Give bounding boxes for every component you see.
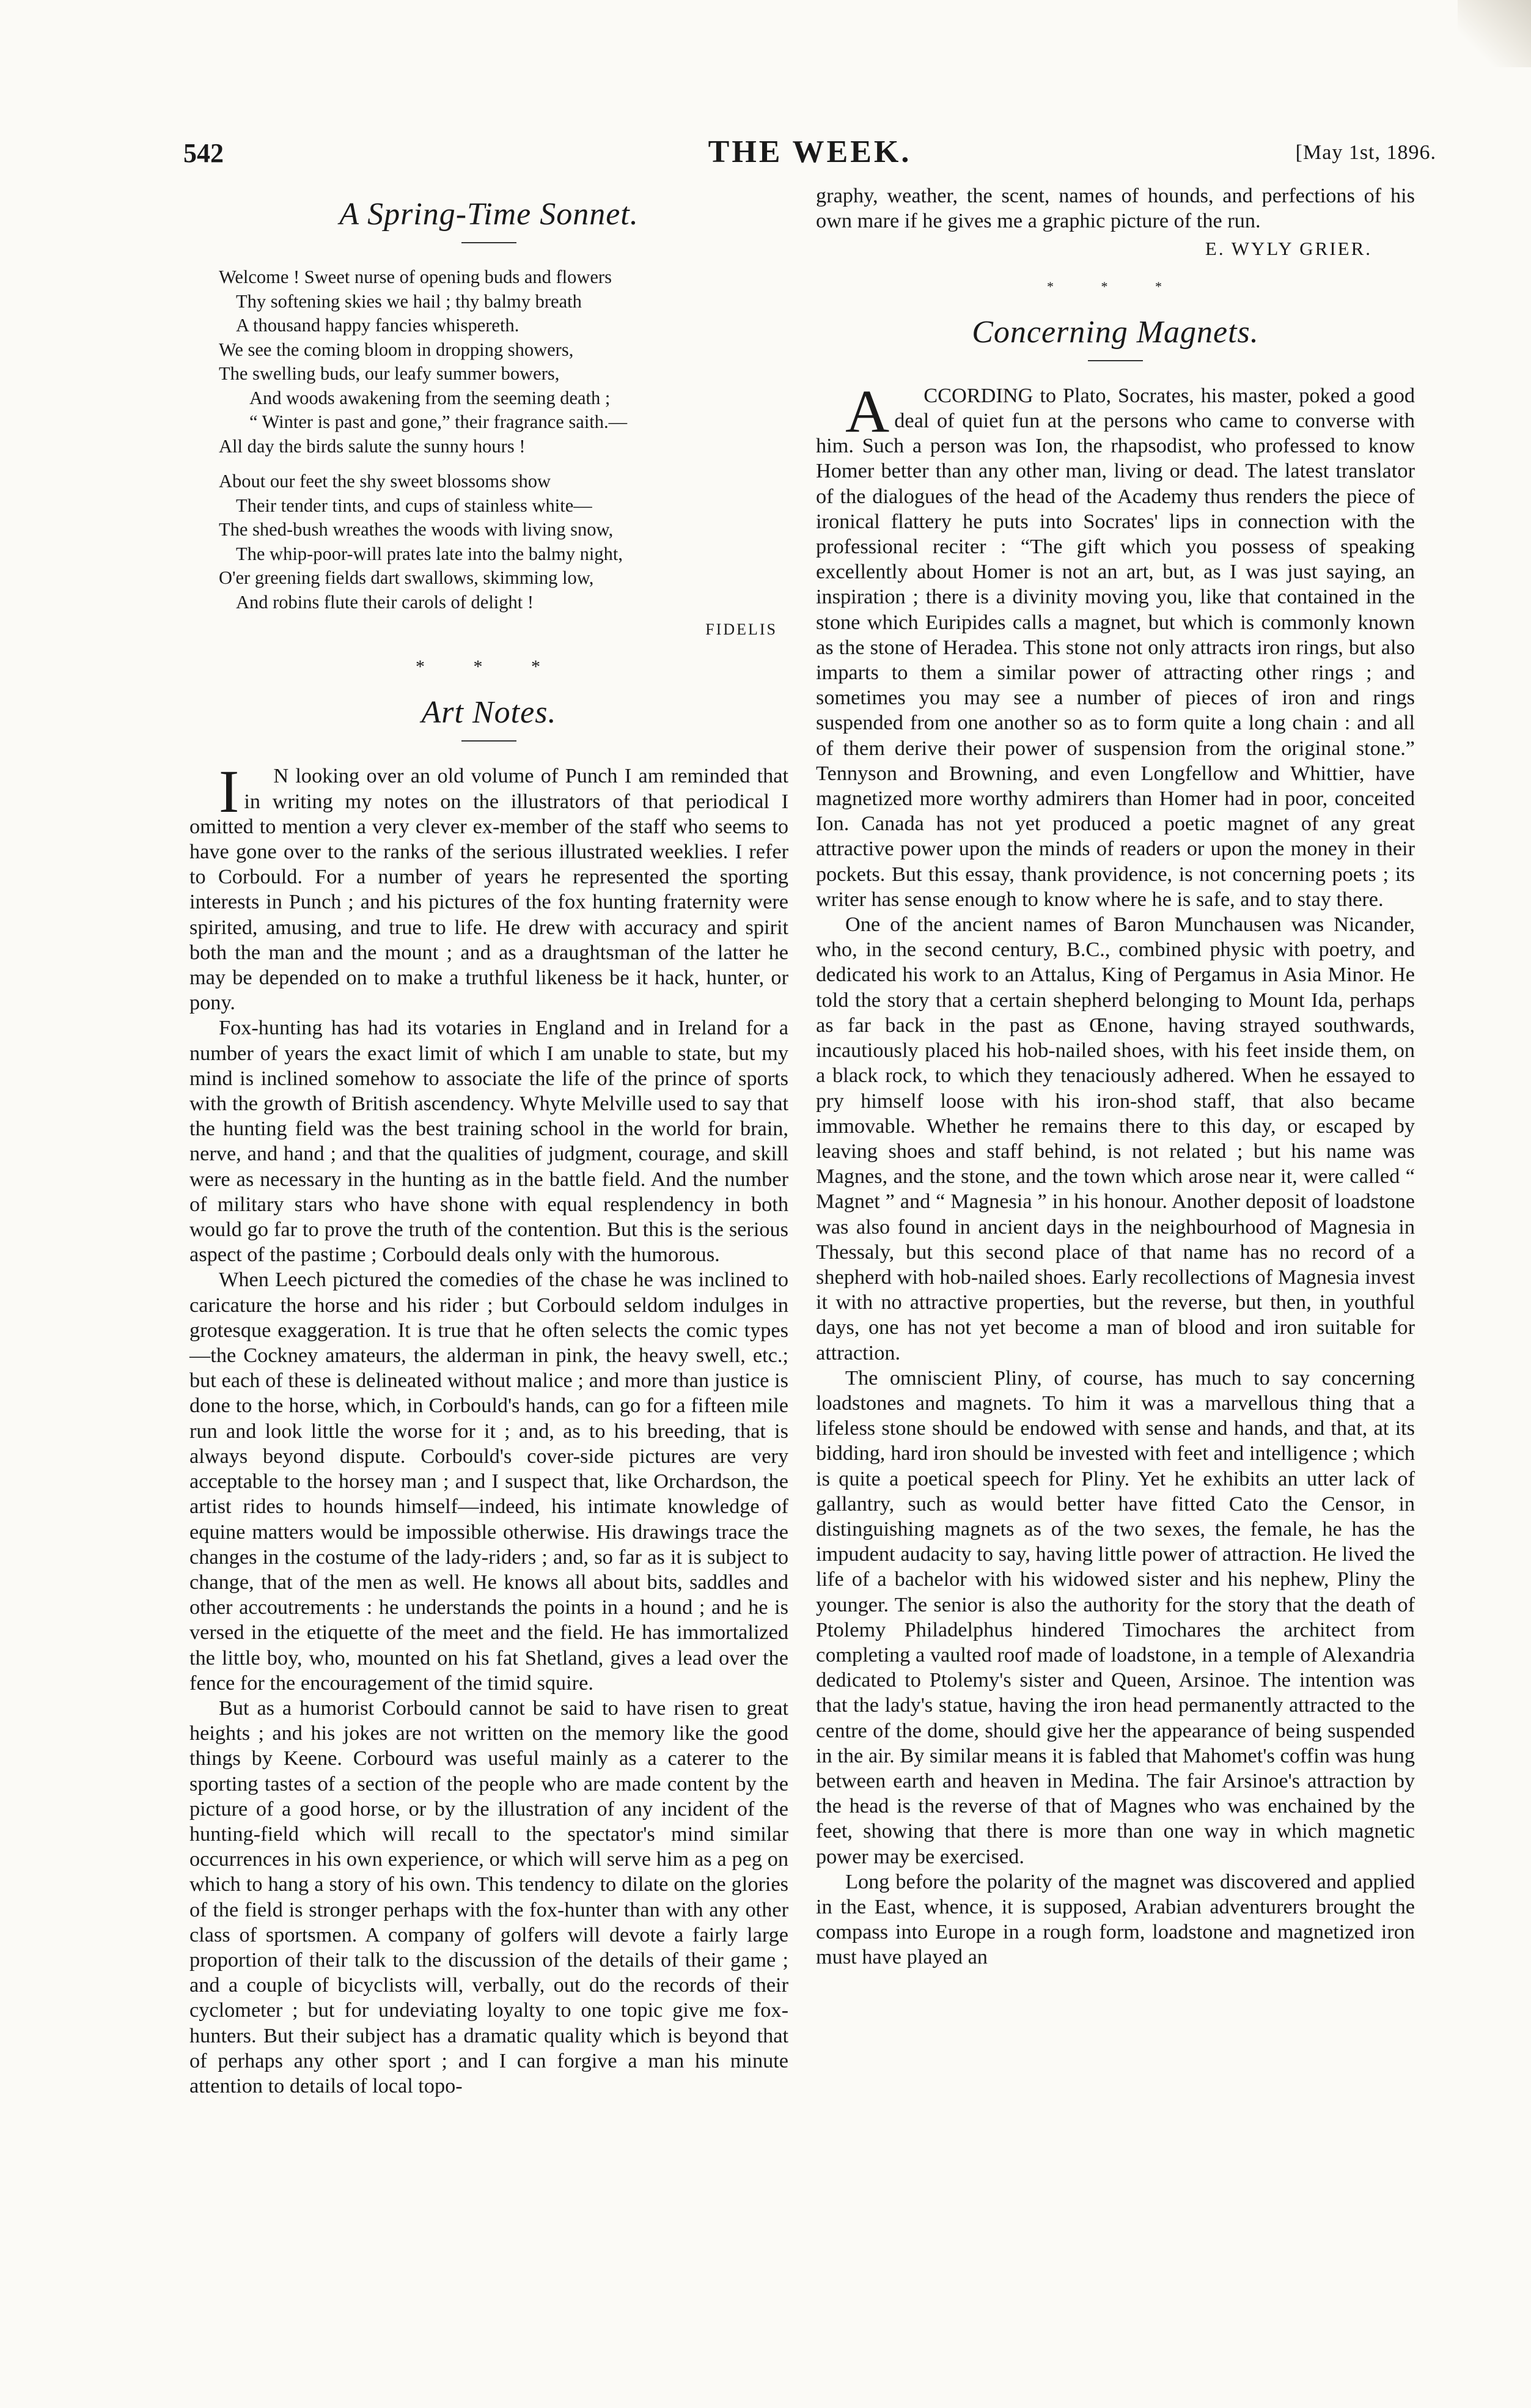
section-divider-stars: * * * (416, 657, 562, 677)
magnets-paragraph: The omniscient Pliny, of course, has much to say concerning loadstones and magnets. To him it was a marvellous thing that a lifeless stone should be endowed with sense and hands, and that, at its bidding, hard iron should be invested with feet and intelligence ; which is quite a poetical speech for Pliny. Yet he exhibits an utter lack of gallantry, such as would better have fitted Cato the Censor, in distinguishing magnets as of the two sexes, the female, he has the impudent audacity to say, having little power of attraction. He lived the life of a bachelor with his widowed sister and his nephew, Pliny the younger. The senior is also the authority for the story that the death of Ptolemy Philadelphus hindered Timochares the architect from completing a vaulted roof made of loadstone, in a temple of Alexandria dedicated to Ptolemy's sister and Queen, Arsinoe. The intention was that the lady's statue, having the iron head permanently attracted to the centre of the dome, should give her the appearance of being suspended in the air. By similar means it is fabled that Mahomet's coffin was hung between earth and heaven in Medina. The fair Arsinoe's attraction by the head is the reverse of that of Magnes who was enchained by the feet, showing that there is more than one way in which magnetic power may be exercised. (816, 1366, 1415, 1868)
verse-line: All day the birds salute the sunny hours ! (219, 435, 526, 457)
sonnet-title: A Spring-Time Sonnet. (339, 197, 639, 232)
sonnet-stanza-2 (189, 469, 788, 614)
art-notes-paragraph: Fox-hunting has had its votaries in England and in Ireland for a number of years the exact limit of which I am unable to state, but my mind is inclined somehow to associate the life of the prince of sports with the growth of British ascendency. Whyte Melville used to say that the hunting field was the best training school in the world for brain, nerve, and hand ; and that the qualities of judgment, courage, and skill were as necessary in the hunting as in the battle field. And the number of military stars who have shone with equal resplendency in both would go far to prove the truth of the contention. But this is the serious aspect of the pastime ; Corbould deals only with the humorous. (189, 1016, 788, 1267)
verse-line: The swelling buds, our leafy summer bowers, (219, 363, 560, 384)
issue-date: [May 1st, 1896. (1295, 141, 1436, 164)
verse-line: We see the coming bloom in dropping showers, (219, 339, 574, 360)
verse-line: And robins flute their carols of delight ! (236, 591, 534, 613)
sonnet-stanza-1 (189, 265, 788, 458)
magnets-paragraph: A CCORDING to Plato, Socrates, his master, poked a good deal of quiet fun at the persons who came to converse with him. Such a person was Ion, the rhapsodist, who professed to know Homer better than any other man, living or dead. The latest translator of the dialogues of the head of the Academy thus renders the piece of ironical flattery he puts into Socrates' lips in connection with the professional reciter : “The gift which you possess of speaking excellently about Homer is not an art, but, as I was just saying, an inspiration ; there is a divinity moving you, like that contained in the stone which Euripides calls a magnet, but which is commonly known as the stone of Heradea. This stone not only attracts iron rings, but also imparts to them a similar power of attracting other rings ; and sometimes you may see a number of pieces of iron and rings suspended from one another so as to form quite a long chain : and all of them derive their power of suspension from the original stone.” Tennyson and Browning, and even Longfellow and Whittier, have magnetized more worthy admirers than Homer had in poor, conceited Ion. Canada has not yet produced a poetic magnet of any great attractive power upon the minds of readers or upon the money in their pockets. But this essay, thank providence, is not concerning poets ; its writer has sense enough to know where he is safe, and to stay there. (816, 377, 1415, 911)
verse-line: O'er greening fields dart swallows, skimming low, (219, 567, 594, 588)
torn-page-corner (1458, 0, 1531, 67)
title-rule (461, 740, 516, 742)
art-notes-signature: E. WYLY GRIER. (1205, 238, 1372, 260)
page-header (183, 134, 1436, 186)
magnets-paragraph: Long before the polarity of the magnet was discovered and applied in the East, whence, it is supposed, Arabian adventurers brought the compass into Europe in a rough form, loadstone and magnetized iron must have played an (816, 1869, 1415, 1969)
verse-line: The whip-poor-will prates late into the balmy night, (236, 543, 623, 564)
art-notes-paragraph: I N looking over an old volume of Punch I am reminded that in writing my notes on the illustrators of that periodical I omitted to mention a very clever ex-member of the staff who seems to have gone over to the ranks of the serious illustrated weeklies. I refer to Corbould. For a number of years he represented the sporting interests in Punch ; and his pictures of the fox hunting fraternity were spirited, amusing, and true to life. He drew with accuracy and spirit both the man and the mount ; and as a draughtsman of the latter he may be depended on to make a truthful likeness be it hack, hunter, or pony. (189, 757, 788, 1015)
drop-cap: A (845, 377, 890, 445)
drop-cap: I (219, 757, 240, 826)
left-column (189, 196, 788, 2099)
art-notes-paragraph: When Leech pictured the comedies of the chase he was inclined to caricature the horse and his rider ; but Corbould seldom indulges in grotesque exaggeration. It is true that he often selects the comic types—the Cockney amateurs, the alderman in pink, the heavy swell, etc.; but each of these is delineated without malice ; and more than justice is done to the horse, which, in Corbould's hands, can go for a fifteen mile run and look little the worse for it ; and, as to his breeding, that is always beyond dispute. Corbould's cover-side pictures are very acceptable to the horsey man ; and I suspect that, like Orchardson, the artist rides to hounds himself—indeed, his intimate knowledge of equine matters would be impossible otherwise. His drawings trace the changes in the costume of the lady-riders ; and, so far as it is subject to change, that of the men as well. He knows all about bits, saddles and other accoutrements : he understands the points in a hound ; and he is versed in the etiquette of the meet and the field. He has immortalized the little boy, who, mounted on his fat Shetland, gives a lead over the fence for the encouragement of the timid squire. (189, 1268, 788, 1695)
verse-line: Welcome ! Sweet nurse of opening buds and flowers (219, 267, 612, 287)
art-notes-title: Art Notes. (421, 695, 557, 731)
section-divider-stars: * * * (1047, 278, 1184, 294)
verse-line: “ Winter is past and gone,” their fragrance saith.— (249, 411, 628, 432)
verse-line: Thy softening skies we hail ; thy balmy breath (236, 290, 582, 312)
publication-title: THE WEEK. (708, 134, 912, 169)
page-number: 542 (183, 138, 224, 168)
verse-line: A thousand happy fancies whispereth. (236, 315, 520, 336)
art-notes-paragraph: But as a humorist Corbould cannot be said to have risen to great heights ; and his jokes are not written on the memory like the good things by Keene. Corbourd was useful mainly as a caterer to the sporting tastes of a section of the people who are made content by the picture of a good horse, or by the illustration of any incident of the hunting-field which will recall to the spectator's mind similar occurrences in his own experience, or which will serve him as a peg on which to hang a story of his own. This tendency to dilate on the glories of the field is stronger perhaps with the fox-hunter than with any other class of sportsmen. A company of golfers will devote a fairly large proportion of their talk to the discussion of the details of their game ; and a couple of bicyclists will, verbally, out do the records of their cyclometer ; but for undeviating loyalty to one topic give me fox-hunters. But their subject has a dramatic quality which is beyond that of perhaps any other sport ; and I can forgive a man his minute attention to details of local topo- (189, 1696, 788, 2097)
right-column (816, 183, 1415, 1970)
verse-line: Their tender tints, and cups of stainless white— (236, 495, 592, 516)
magnets-paragraph: One of the ancient names of Baron Munchausen was Nicander, who, in the second century, B.C., combined physic with poetry, and dedicated his work to an Attalus, King of Pergamus in Asia Minor. He told the story that a certain shepherd belonging to Mount Ida, perhaps as far back in the past as Œnone, having strayed southwards, incautiously placed his hob-nailed shoes, with his feet inside them, on a black rock, to which they tenaciously adhered. When he essayed to pry himself loose with his iron-shod staff, that also became immovable. Whether he remains there to this day, or escaped by leaving shoes and staff behind, is not related ; but his name was Magnes, and the stone, and the town which arose near it, were called “ Magnet ” and “ Magnesia ” in his honour. Another deposit of loadstone was also found in ancient days in the neighbourhood of Magnesia in Thessaly, but this second place of that name has no record of a shepherd with hob-nailed shoes. Early recollections of Magnesia invest it with no attractive properties, but the reverse, but then, in youthful days, one has not yet become a man of blood and iron suitable for attraction. (816, 913, 1415, 1364)
verse-line: The shed-bush wreathes the woods with living snow, (219, 519, 614, 540)
magnets-title: Concerning Magnets. (972, 314, 1259, 350)
art-notes-continuation: graphy, weather, the scent, names of hounds, and perfections of his own mare if he gives me a graphic picture of the run. (816, 184, 1415, 233)
title-rule (461, 242, 516, 243)
verse-line: And woods awakening from the seeming death ; (249, 387, 611, 408)
title-rule (1088, 360, 1143, 361)
sonnet-signature: FIDELIS (705, 620, 777, 638)
verse-line: About our feet the shy sweet blossoms show (219, 471, 551, 492)
